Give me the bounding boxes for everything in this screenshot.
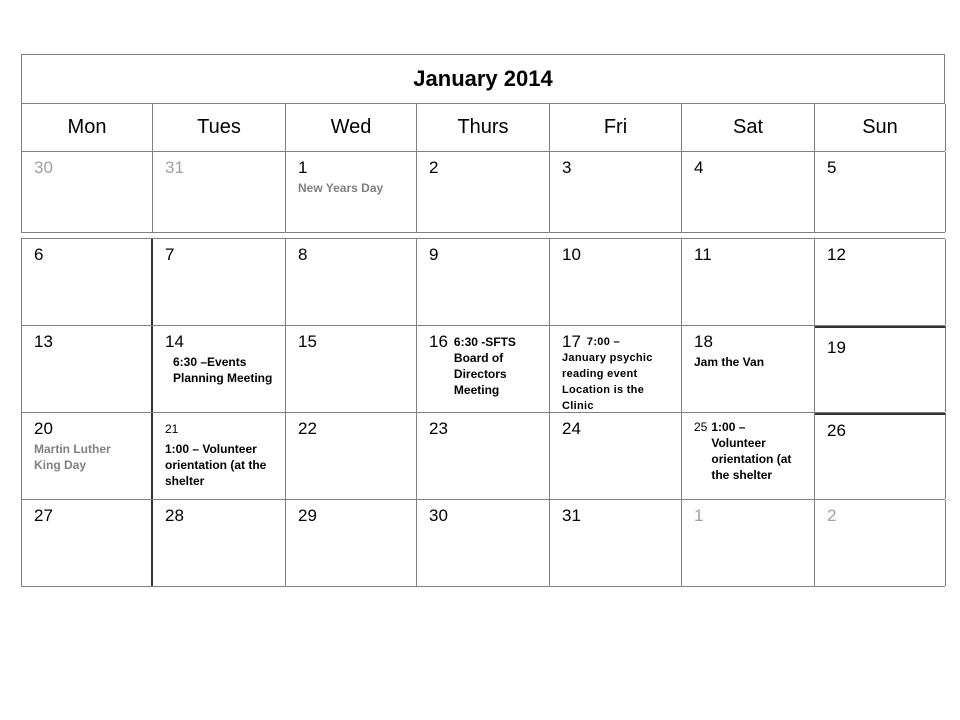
day-cell[interactable] [815,326,946,412]
day-cell[interactable] [417,413,550,499]
day-number: 19 [827,338,846,357]
day-number: 22 [298,419,317,438]
weekday-wed: Wed [286,104,417,151]
day-cell[interactable] [153,326,286,412]
event-note: Martin Luther King Day [34,442,111,472]
day-number: 1 [694,506,704,525]
day-cell[interactable] [286,413,417,499]
event-note: New Years Day [298,181,384,195]
day-cell[interactable] [417,152,550,232]
day-cell[interactable] [22,239,153,325]
day-cell[interactable] [550,413,682,499]
day-inline [429,332,537,398]
day-number: 30 [34,158,53,177]
day-cell[interactable] [22,152,153,232]
day-cell[interactable] [286,500,417,586]
day-cell[interactable] [815,500,946,586]
day-number: 18 [694,332,713,351]
day-number: 11 [694,245,712,264]
week-row-1 [21,152,945,233]
calendar [21,54,945,587]
day-inline [562,332,669,352]
event-time: 7:00 – [586,336,620,348]
event-note: 6:30 -SFTS Board of Directors Meeting [453,335,516,397]
day-cell[interactable] [417,326,550,412]
day-number: 3 [562,158,572,177]
day-number: 7 [165,245,175,264]
day-number: 5 [827,158,837,177]
day-number: 6 [34,245,44,264]
day-cell[interactable] [550,500,682,586]
day-cell[interactable] [815,152,946,232]
week-row-4 [21,413,945,500]
weekday-thurs: Thurs [417,104,550,151]
weekday-sun: Sun [815,104,946,151]
day-cell[interactable] [550,239,682,325]
week-row-5 [21,500,945,587]
day-cell[interactable] [153,239,286,325]
day-number: 31 [562,506,581,525]
day-number: 16 [429,332,448,351]
day-number: 21 [165,422,179,436]
event-note: 1:00 – Volunteer orientation (at the shelter [165,442,267,488]
day-cell[interactable] [22,500,153,586]
week-row-3 [21,326,945,413]
weekday-mon: Mon [22,104,153,151]
day-number: 14 [165,332,184,351]
day-number: 13 [34,332,53,351]
day-cell[interactable] [286,152,417,232]
day-cell[interactable] [286,239,417,325]
weekday-fri: Fri [550,104,682,151]
event-note: Jam the Van [694,355,765,369]
day-inline [694,419,802,483]
day-cell[interactable] [550,326,682,412]
day-cell[interactable] [153,500,286,586]
day-number: 29 [298,506,317,525]
day-cell[interactable] [153,413,286,499]
day-number: 20 [34,419,53,438]
weekday-header-row [21,104,945,152]
day-number: 12 [827,245,846,264]
day-number: 4 [694,158,704,177]
day-number: 8 [298,245,308,264]
week-row-2 [21,238,945,326]
day-number: 28 [165,506,184,525]
weekday-tues: Tues [153,104,286,151]
weekday-sat: Sat [682,104,815,151]
day-cell[interactable] [22,413,153,499]
day-cell[interactable] [550,152,682,232]
day-number: 2 [429,158,439,177]
day-number: 10 [562,245,581,264]
day-cell[interactable] [417,239,550,325]
day-cell[interactable] [815,413,946,499]
day-cell[interactable] [682,500,815,586]
day-cell[interactable] [153,152,286,232]
day-number: 27 [34,506,53,525]
calendar-title: January 2014 [21,54,945,104]
event-note: 6:30 –Events Planning Meeting [173,355,273,385]
day-number: 1 [298,158,308,177]
day-cell[interactable] [682,239,815,325]
day-number: 15 [298,332,317,351]
day-number: 31 [165,158,184,177]
day-cell[interactable] [682,152,815,232]
day-cell[interactable] [286,326,417,412]
event-note: January psychic reading event Location is the Clinic [562,352,653,412]
day-number: 30 [429,506,448,525]
day-number: 24 [562,419,581,438]
day-cell[interactable] [417,500,550,586]
day-cell[interactable] [815,239,946,325]
day-cell[interactable] [682,413,815,499]
day-number: 9 [429,245,439,264]
day-number: 25 [694,420,708,434]
day-number: 23 [429,419,448,438]
day-cell[interactable] [22,326,153,412]
day-number: 17 [562,332,581,351]
event-note: 1:00 – Volunteer orientation (at the shelter [711,420,792,482]
day-number: 26 [827,421,846,440]
day-cell[interactable] [682,326,815,412]
day-number: 2 [827,506,837,525]
